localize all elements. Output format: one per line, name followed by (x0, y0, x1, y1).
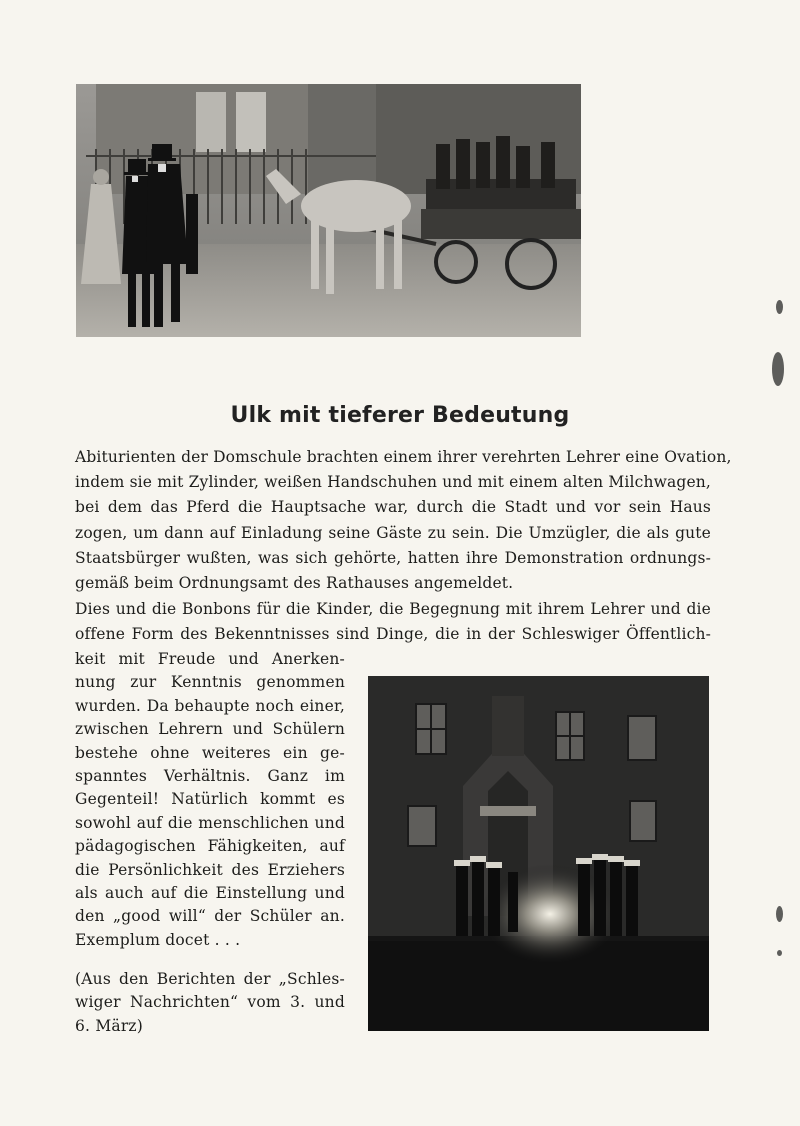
text-line: zwischen Lehrern und Schülern (75, 720, 345, 739)
scan-speck (772, 352, 784, 386)
text-line: nung zur Kenntnis genommen (75, 673, 345, 692)
article-paragraph-2-column (75, 648, 345, 952)
night-gathering-photo (368, 676, 709, 1031)
text-line: 6. März) (75, 1016, 144, 1035)
text-line: wiger Nachrichten“ vom 3. und (75, 993, 345, 1012)
text-line: den „good will“ der Schüler an. (75, 907, 345, 926)
scan-speck (777, 950, 782, 956)
text-line: Staatsbürger wußten, was sich gehörte, hatten ihre Demonstration ordnungs- (75, 548, 711, 567)
text-line: wurden. Da behaupte noch einer, (75, 696, 345, 715)
text-line: bei dem das Pferd die Hauptsache war, durch die Stadt und vor sein Haus (75, 498, 711, 517)
scan-speck (776, 300, 783, 314)
text-line: Dies und die Bonbons für die Kinder, die Begegnung mit ihrem Lehrer und die (75, 600, 711, 618)
text-line: spanntes Verhältnis. Ganz im (75, 767, 345, 786)
article-headline: Ulk mit tieferer Bedeutung (230, 402, 570, 428)
text-line: pädagogischen Fähigkeiten, auf (75, 837, 345, 856)
text-line: gemäß beim Ordnungsamt des Rathauses angemeldet. (75, 574, 514, 593)
article-paragraph-2 (75, 597, 711, 647)
text-line: zogen, um dann auf Einladung seine Gäste zu sein. Die Umzügler, die als gute (75, 523, 711, 542)
text-line: sowohl auf die menschlichen und (75, 813, 345, 832)
text-line: Abiturienten der Domschule brachten einem ihrer verehrten Lehrer eine Ovation, (75, 448, 732, 466)
scan-speck (776, 906, 783, 922)
text-line: Gegenteil! Natürlich kommt es (75, 790, 345, 809)
text-line: indem sie mit Zylinder, weißen Handschuhen und mit einem alten Milchwagen, (75, 473, 711, 492)
text-line: bestehe ohne weiteres ein ge- (75, 743, 345, 762)
text-line: Exemplum docet . . . (75, 930, 241, 949)
text-line: (Aus den Berichten der „Schles- (75, 970, 345, 988)
text-line: als auch auf die Einstellung und (75, 884, 345, 903)
text-line: keit mit Freude und Anerken- (75, 650, 345, 668)
text-line: offene Form des Bekenntnisses sind Dinge, die in der Schleswiger Öffentlich- (75, 625, 711, 644)
text-line: die Persönlichkeit des Erziehers (75, 860, 345, 879)
procession-photo (76, 84, 581, 337)
source-note (75, 968, 345, 1038)
article-paragraph-1 (75, 445, 732, 596)
